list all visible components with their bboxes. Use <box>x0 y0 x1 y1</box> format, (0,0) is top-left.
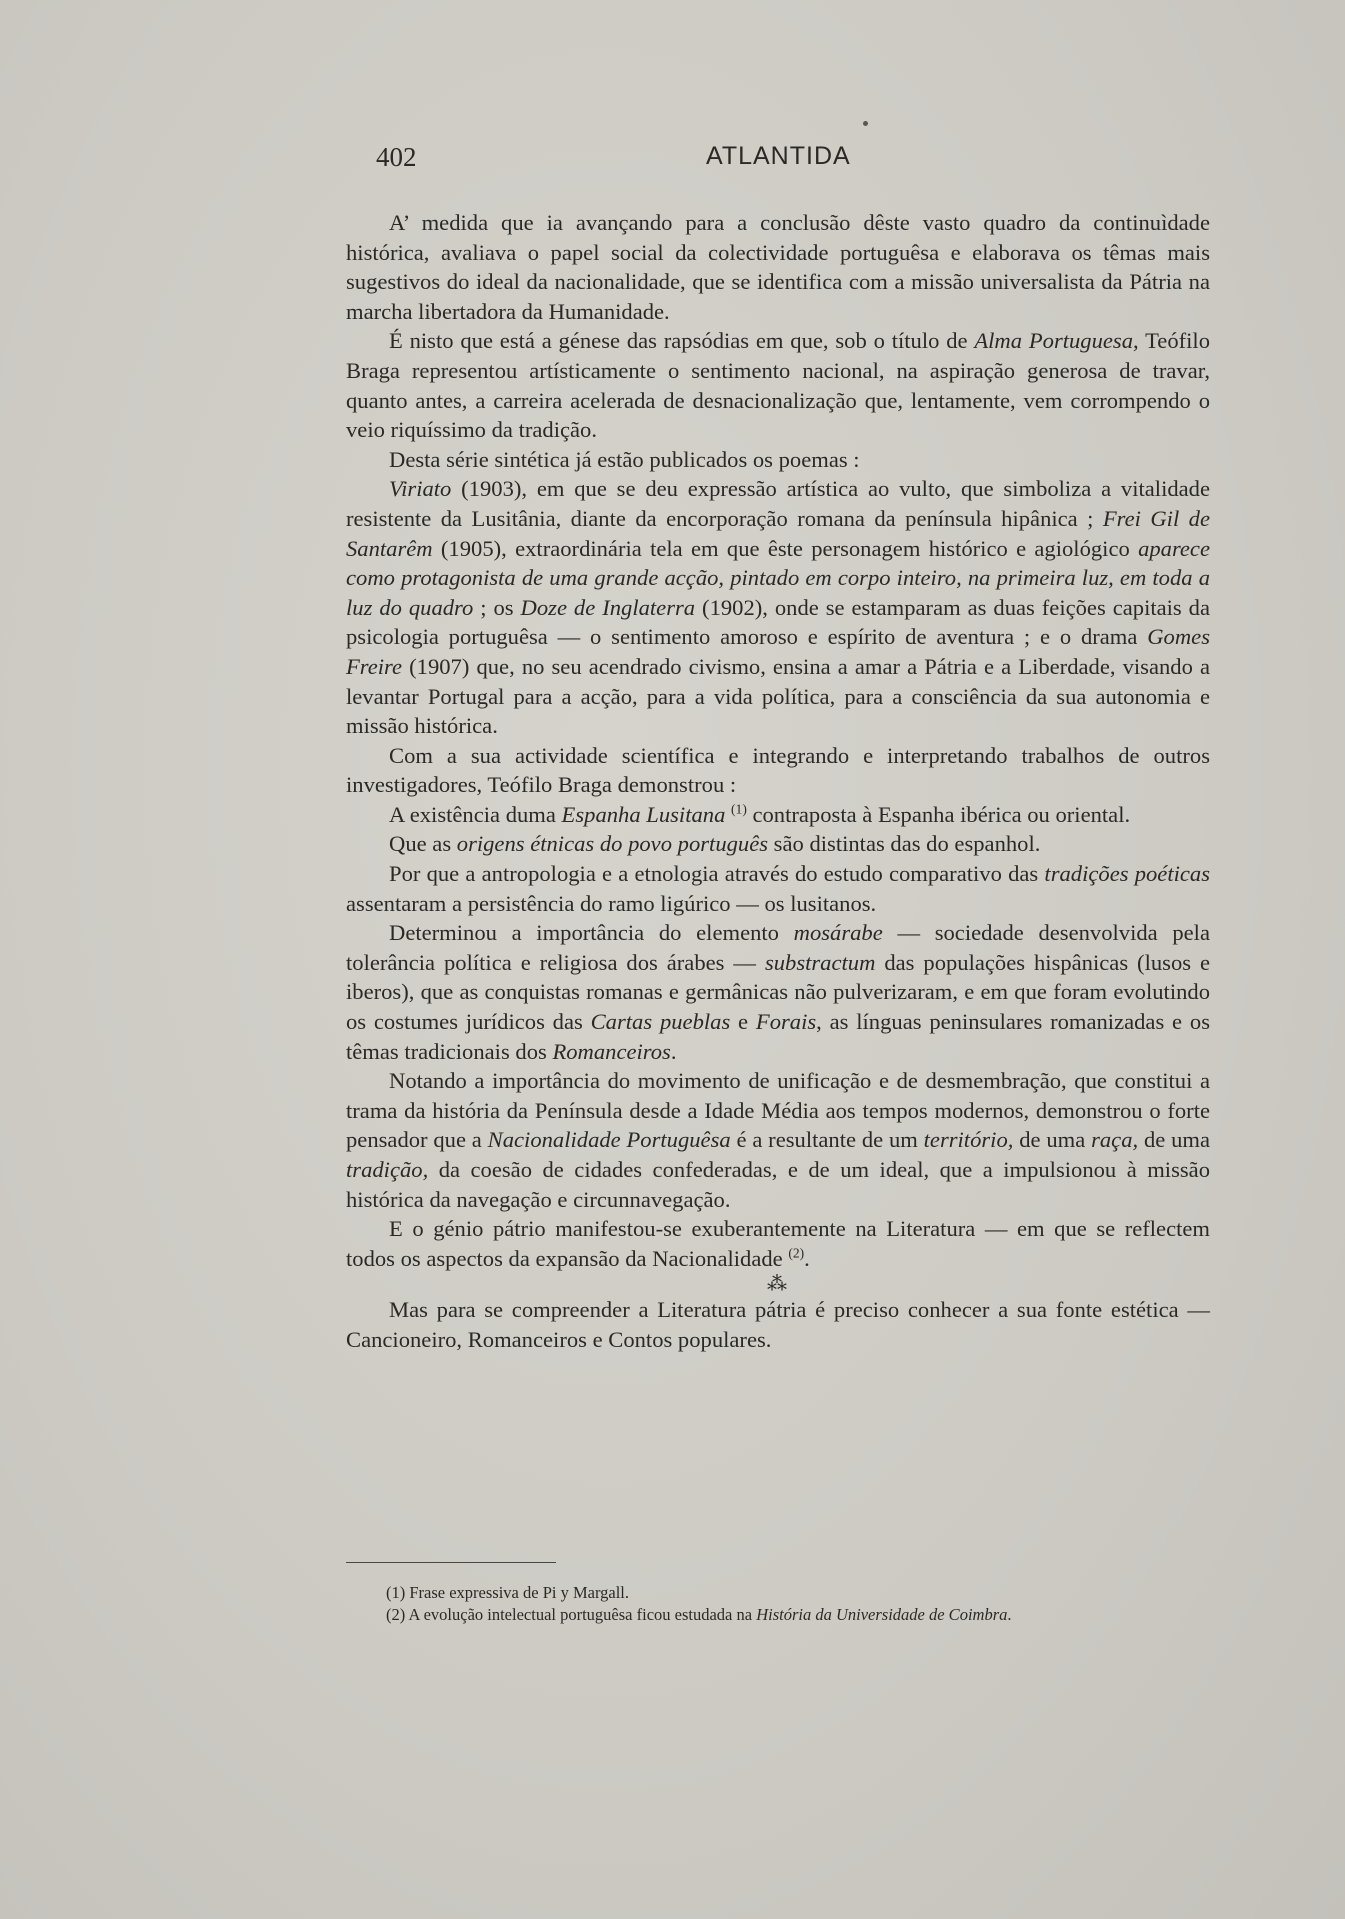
paragraph: E o génio pátrio manifestou-se exuberantemente na Literatura — em que se reflectem todos os aspectos da expansão da Nacionalidade $^{(2)}$. <box>346 1216 1210 1271</box>
paragraph: Viriato (1903), em que se deu expressão artística ao vulto, que simboliza a vitalidade resistente da Lusitânia, diante da encorporação romana da península hipânica ; Frei Gil de Santarêm (1905), extraordinária tela em que êste personagem histórico e agiológico aparece como protagonista de uma grande acção, pintado em corpo inteiro, na primeira luz, em toda a luz do quadro ; os Doze de Inglaterra (1902), onde se estamparam as duas feições capitais da psicologia portuguêsa — o sentimento amoroso e espírito de aventura ; e o drama Gomes Freire (1907) que, no seu acendrado civismo, ensina a amar a Pátria e a Liberdade, visando a levantar Portugal para a acção, para a vida política, para a consciência da sua autonomia e missão histórica. <box>346 476 1210 739</box>
section-asterism: ⁂ <box>767 1273 789 1296</box>
paragraph: Mas para se compreender a Literatura pátria é preciso conhecer a sua fonte estética — Cancioneiro, Romanceiros e Contos populares. <box>346 1297 1210 1352</box>
footnote-rule <box>346 1562 556 1563</box>
paragraph: A existência duma Espanha Lusitana $^{(1)}$ contraposta à Espanha ibérica ou oriental. <box>389 801 1131 827</box>
paragraph: Determinou a importância do elemento mosárabe — sociedade desenvolvida pela tolerância política e religiosa dos árabes — substractum das populações hispânicas (lusos e iberos), que as conquistas romanas e germânicas não pulverizaram, e em que foram evolutindo os costumes jurídicos das Cartas pueblas e Forais, as línguas peninsulares romanizadas e os têmas tradicionais dos Romanceiros. <box>346 920 1210 1064</box>
paragraph: Desta série sintética já estão publicados os poemas : <box>389 446 860 472</box>
footnote-1: (1) Frase expressiva de Pi y Margall. <box>386 1583 630 1602</box>
footnote-ref: (2) <box>788 1245 805 1261</box>
footnote-2: (2) A evolução intelectual portuguêsa ficou estudada na História da Universidade de Coimbra. <box>386 1605 1012 1624</box>
ink-speck <box>863 121 868 126</box>
paragraph: Por que a antropologia e a etnologia através do estudo comparativo das tradições poéticas assentaram a persistência do ramo ligúrico — os lusitanos. <box>346 861 1211 916</box>
footnote-ref: (1) <box>731 801 747 817</box>
body-text <box>346 208 1210 1355</box>
paragraph: Notando a importância do movimento de unificação e de desmembração, que constitui a trama da história da Península desde a Idade Média aos tempos modernos, demonstrou o forte pensador que a Nacionalidade Portuguêsa é a resultante de um território, de uma raça, de uma tradição, da coesão de cidades confederadas, e de um ideal, que a impulsionou à missão histórica da navegação e circunnavegação. <box>346 1068 1211 1212</box>
footnotes <box>346 1582 1210 1626</box>
journal-title: ATLANTIDA <box>706 142 851 170</box>
page-number: 402 <box>376 142 417 172</box>
paragraph: A’ medida que ia avançando para a conclusão dêste vasto quadro da continuìdade histórica, avaliava o papel social da colectividade portuguêsa e elaborava os têmas mais sugestivos do ideal da nacionalidade, que se identifica com a missão universalista da Pátria na marcha libertadora da Humanidade. <box>346 210 1210 324</box>
paragraph: É nisto que está a génese das rapsódias em que, sob o título de Alma Portuguesa, Teófilo Braga representou artísticamente o sentimento nacional, na aspiração generosa de travar, quanto antes, a carreira acelerada de desnacionalização que, lentamente, vem corrompendo o veio riquíssimo da tradição. <box>346 328 1211 443</box>
paragraph: Com a sua actividade scientífica e integrando e interpretando trabalhos de outros investigadores, Teófilo Braga demonstrou : <box>346 742 1210 798</box>
running-header <box>0 142 1345 176</box>
paragraph: Que as origens étnicas do povo português são distintas das do espanhol. <box>389 831 1041 857</box>
